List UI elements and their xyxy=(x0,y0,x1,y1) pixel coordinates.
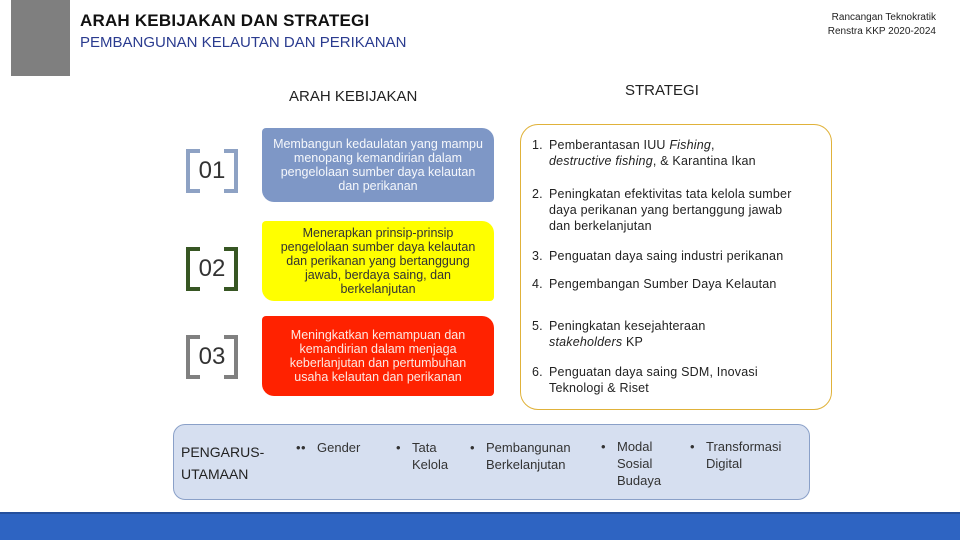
reference-line-1: Rancangan Teknokratik xyxy=(831,12,936,23)
mainstreaming-item-social-capital: • Modal Sosial Budaya xyxy=(601,439,662,488)
policy-heading: ARAH KEBIJAKAN xyxy=(289,88,418,105)
strategy-item-5: 5. Peningkatan kesejahteraan stakeholders KP xyxy=(532,319,706,349)
footer-bar xyxy=(0,512,960,540)
page-subtitle: PEMBANGUNAN KELAUTAN DAN PERIKANAN xyxy=(80,34,407,51)
strategy-item-4: 4. Pengembangan Sumber Daya Kelautan xyxy=(532,277,777,291)
policy-box-1: Membangun kedaulatan yang mampu menopang kemandirian dalam pengelolaan sumber daya kelautan dan perikanan xyxy=(262,128,494,202)
reference-line-2: Renstra KKP 2020-2024 xyxy=(827,26,936,37)
strategy-item-2: 2. Peningkatan efektivitas tata kelola sumber daya perikanan yang bertanggung jawab dan berkelanjutan xyxy=(532,187,792,233)
mainstreaming-lead-bullet: • xyxy=(296,440,301,455)
mainstreaming-item-governance: • Tata Kelola xyxy=(396,440,449,472)
page-title: ARAH KEBIJAKAN DAN STRATEGI xyxy=(80,11,370,30)
strategy-item-3: 3. Penguatan daya saing industri perikanan xyxy=(532,249,784,263)
strategy-item-6: 6. Penguatan daya saing SDM, Inovasi Teknologi & Riset xyxy=(532,365,758,395)
mainstreaming-title: PENGARUS- UTAMAAN xyxy=(181,444,265,482)
policy-box-2: Menerapkan prinsip-prinsip pengelolaan sumber daya kelautan dan perikanan yang bertanggung jawab, berdaya saing, dan berkelanjutan xyxy=(262,221,494,301)
policy-number-3: 03 xyxy=(186,335,238,379)
policy-number-1: 01 xyxy=(186,149,238,193)
document-reference xyxy=(828,11,936,39)
mainstreaming-item-sustainable-development: • Pembangunan Berkelanjutan xyxy=(470,440,571,472)
strategy-item-1: 1. Pemberantasan IUU Fishing, destructive fishing, & Karantina Ikan xyxy=(532,138,756,168)
policy-number-2: 02 xyxy=(186,247,238,291)
strategy-heading: STRATEGI xyxy=(625,82,699,99)
corner-decoration xyxy=(11,0,70,76)
policy-box-3: Meningkatkan kemampuan dan kemandirian dalam menjaga keberlanjutan dan pertumbuhan usaha kelautan dan perikanan xyxy=(262,316,494,396)
mainstreaming-item-gender: • Gender xyxy=(301,440,361,455)
mainstreaming-item-digital-transformation: • Transformasi Digital xyxy=(690,439,782,471)
